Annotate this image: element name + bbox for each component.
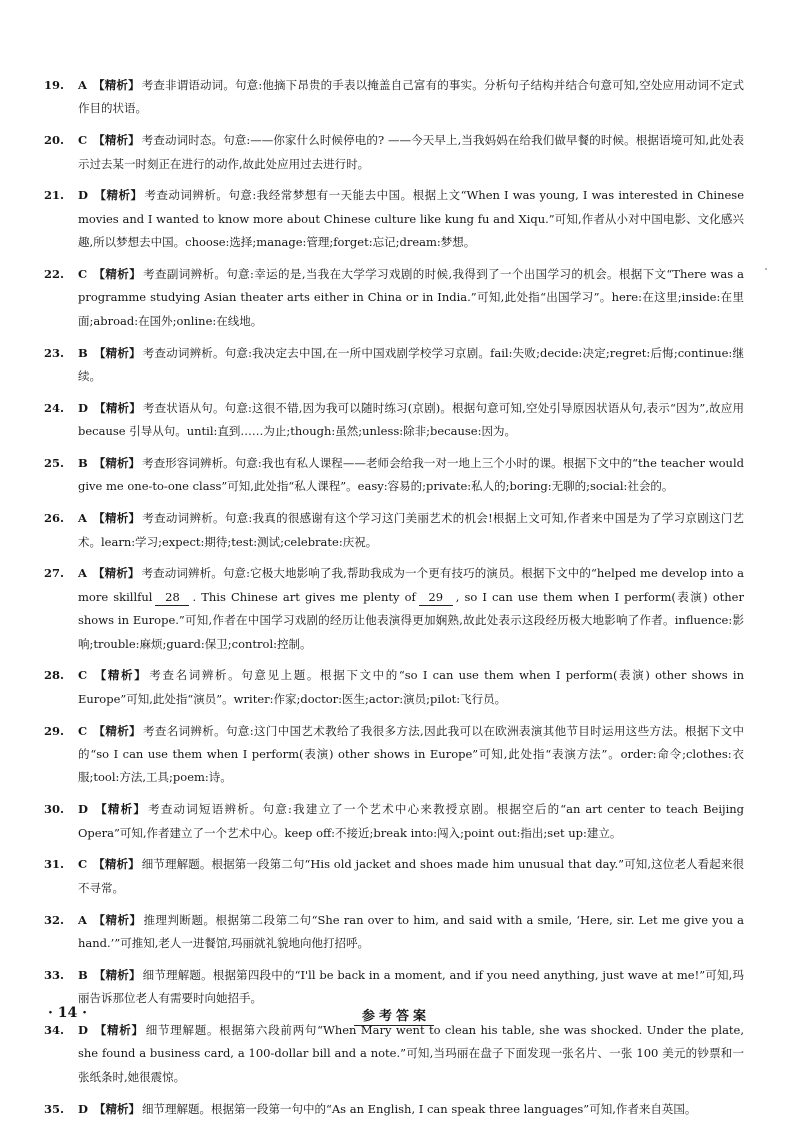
list-item [44,74,744,121]
analysis-tag: 【精析】 [93,967,141,982]
list-item [44,397,744,444]
analysis-tag: 【精析】 [92,912,142,927]
list-item [44,562,744,656]
analysis-text: 考查动词短语辨析。句意:我建立了一个艺术中心来教授京剧。根据空后的“an art center to teach Beijing Opera”可知,作者建立了一个艺术中心。keep off:不接近;break into:闯入;point out:指出;set up:建立。 [78,802,745,840]
question-number: 29. [44,723,65,738]
answer-letter: D [78,188,88,203]
list-item [44,909,744,956]
analysis-tag: 【精析】 [93,857,140,872]
analysis-text: 考查动词辨析。句意:我决定去中国,在一所中国戏剧学校学习京剧。fail:失败;decide:决定;regret:后悔;continue:继续。 [78,345,744,384]
analysis-tag: 【精析】 [92,566,140,581]
analysis-text: 推理判断题。根据第二段第二句“She ran over to him, and said with a smile, ‘Here, sir. Let me give you a hand.’”可推知,老人一进餐馆,玛丽就礼貌地向他打招呼。 [78,912,745,951]
list-item [44,184,744,254]
analysis-tag: 【精析】 [93,267,142,282]
list-item [44,452,744,499]
answer-letter: A [78,511,87,526]
question-number: 31. [44,857,65,872]
analysis-text: 细节理解题。根据第四段中的“I'll be back in a moment, and if you need anything, just wave at me!”可知,玛丽告诉那位老人有需要时向她招手。 [78,967,744,1006]
analysis-text-post: , so I can use them when I perform(表演) other shows in Europe.”可知,作者在中国学习戏剧的经历让他表演得更加娴熟,故此处表示这段经历极大地影响了作者。influence:影响;trouble:麻烦;guard:保卫;control:控制。 [78,589,744,651]
list-item [44,664,744,711]
answer-letter: C [78,133,88,148]
question-number: 28. [44,668,65,683]
analysis-text: 考查非谓语动词。句意:他摘下昂贵的手表以掩盖自己富有的事实。分析句子结构并结合句意可知,空处应用动词不定式作目的状语。 [78,78,744,116]
question-number: 27. [44,566,65,581]
question-number: 33. [44,967,65,982]
list-item [44,263,744,333]
page-footer [44,1005,744,1038]
analysis-text: 考查状语从句。句意:这很不错,因为我可以随时练习(京剧)。根据句意可知,空处引导原因状语从句,表示“因为”,故应用 because 引导从句。until:直到……为止;though:虽然;unless:除非;because:因为。 [78,400,744,439]
answer-letter: C [78,857,88,872]
analysis-text: 考查名词辨析。句意见上题。根据下文中的“so I can use them when I perform(表演) other shows in Europe”可知,此处指“演员”。writer:作家;doctor:医生;actor:演员;pilot:飞行员。 [78,668,744,706]
blank-28: 28 [155,589,189,606]
answer-letter: B [78,456,88,471]
answer-letter: C [78,723,88,738]
answer-letter: D [78,802,88,817]
page-number: · 14 · [48,1005,87,1021]
question-number: 24. [44,400,65,415]
question-number: 22. [44,267,65,282]
answer-letter: D [78,1101,88,1116]
question-number: 25. [44,456,65,471]
list-item [44,507,744,554]
answer-letter: D [78,1023,88,1038]
analysis-tag: 【精析】 [93,400,141,415]
list-item [44,129,744,176]
question-number: 23. [44,345,65,360]
analysis-text: 考查动词辨析。句意:我真的很感谢有这个学习这门美丽艺术的机会!根据上文可知,作者来中国是为了学习京剧这门艺术。learn:学习;expect:期待;test:测试;celebrate:庆祝。 [78,511,744,549]
footer-title-text: 参考答案 [354,1005,434,1026]
answer-list [44,74,744,1129]
analysis-text: 考查动词辨析。句意:它极大地影响了我,帮助我成为一个更有技巧的演员。根据下文中的“helped me develop into a more skillful [78,566,745,604]
analysis-tag: 【精析】 [93,1101,140,1116]
analysis-tag: 【精析】 [93,133,140,148]
list-item [44,342,744,389]
list-item [44,798,744,845]
analysis-text: 考查动词辨析。句意:我经常梦想有一天能去中国。根据上文“When I was young, I was interested in Chinese movies and I wanted to know more about Chinese culture like kung fu and Xiqu.”可知,作者从小对中国电影、文化感兴趣,所以梦想去中国。choose:选择;manage:管理;forget:忘记;dream:梦想。 [78,188,745,250]
analysis-tag: 【精析】 [93,456,141,471]
analysis-tag: 【精析】 [93,188,143,203]
answer-letter: C [78,267,88,282]
analysis-text: 细节理解题。根据第六段前两句“When Mary went to clean his table, she was shocked. Under the plate, she found a business card, a 100-dollar bill and a note.”可知,当玛丽在盘子下面发现一张名片、一张 100 美元的钞票和一张纸条时,她很震惊。 [78,1023,745,1084]
analysis-text: 细节理解题。根据第一段第一句中的“As an English, I can speak three languages”可知,作者来自英国。 [141,1101,697,1116]
question-number: 26. [44,511,65,526]
analysis-text: 考查动词时态。句意:——你家什么时候停电的? ——今天早上,当我妈妈在给我们做早餐的时候。根据语境可知,此处表示过去某一时刻正在进行的动作,故此处应用过去进行时。 [78,133,744,171]
list-item [44,1098,744,1121]
question-number: 34. [44,1023,65,1038]
answer-letter: A [78,912,87,927]
analysis-tag: 【精析】 [93,668,148,683]
analysis-tag: 【精析】 [92,78,140,92]
analysis-text-mid: . This Chinese art gives me plenty of [192,589,416,604]
answer-letter: D [78,400,88,415]
answer-letter: B [78,967,88,982]
question-number: 30. [44,802,65,817]
analysis-text: 考查名词辨析。句意:这门中国艺术教给了我很多方法,因此我可以在欧洲表演其他节目时运用这些方法。根据下文中的“so I can use them when I perform(表演) other shows in Europe”可知,此处指“表演方法”。order:命令;clothes:衣服;tool:方法,工具;poem:诗。 [78,723,745,785]
blank-29: 29 [419,589,453,606]
question-number: 32. [44,912,65,927]
answer-letter: B [78,345,88,360]
scan-speck [765,268,767,270]
analysis-text: 考查形容词辨析。句意:我也有私人课程——老师会给我一对一地上三个小时的课。根据下文中的“the teacher would give me one-to-one class”可知,此处指“私人课程”。easy:容易的;private:私人的;boring:无聊的;social:社会的。 [78,456,745,494]
answer-letter: C [78,668,88,683]
question-number: 20. [44,133,65,148]
analysis-tag: 【精析】 [93,1023,144,1038]
list-item [44,720,744,790]
analysis-tag: 【精析】 [93,723,141,738]
question-number: 21. [44,188,65,203]
analysis-tag: 【精析】 [92,511,141,526]
footer-title [44,1005,744,1026]
answer-letter: A [78,566,87,581]
analysis-text: 考查副词辨析。句意:幸运的是,当我在大学学习戏剧的时候,我得到了一个出国学习的机会。根据下文“There was a programme studying Asian theater arts either in China or in India.”可知,此处指“出国学习”。here:在这里;inside:在里面;abroad:在国外;online:在线地。 [78,267,745,328]
list-item [44,853,744,900]
analysis-tag: 【精析】 [93,345,141,360]
question-number: 35. [44,1101,65,1116]
analysis-tag: 【精析】 [93,802,147,817]
list-item [44,964,744,1011]
question-number: 19. [44,78,65,92]
answer-letter: A [78,78,87,92]
analysis-text: 细节理解题。根据第一段第二句“His old jacket and shoes made him unusual that day.”可知,这位老人看起来很不寻常。 [78,857,745,895]
